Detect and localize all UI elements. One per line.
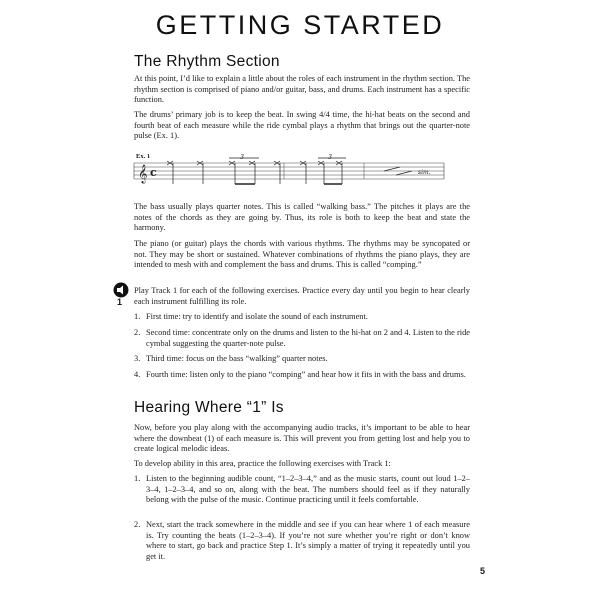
list-item: 3. Third time: focus on the bass “walking” quarter notes. <box>134 354 328 363</box>
triplet-mark-1: 3 <box>240 154 244 161</box>
simile-mark: sim. <box>418 169 431 176</box>
paragraph-bass: The bass usually plays quarter notes. This is called “walking bass.” The pitches it plays are the notes of the chords as they are going by. Thus, its role is both to keep the beat and state the harmony. <box>134 202 470 233</box>
list-item: 1. First time: try to identify and isolate the sound of each instrument. <box>134 312 368 321</box>
svg-text:𝄞: 𝄞 <box>138 164 148 183</box>
triplet-mark-2: 3 <box>328 154 332 161</box>
paragraph-intro: At this point, I’d like to explain a little about the roles of each instrument in the rhythm section. The rhythm section is comprised of piano and/or guitar, bass, and drums. Each instrument has a specific function. <box>134 74 470 105</box>
paragraph-piano: The piano (or guitar) plays the chords with various rhythms. The rhythms may be syncopated or not. They may be short or sustained. Whatever combinations of rhythms the piano plays, they are intended to mesh with and complement the bass and drums. This is called “comping.” <box>134 239 470 270</box>
list-item: 2. Next, start the track somewhere in the middle and see if you can hear where 1 of each measure is. Try counting the beats (1–2–3–4). If you’re not sure whether you’re right or don’t know where to start, go back and practice Step 1. It’s simply a matter of trying it repeatedly until you get it. <box>134 520 470 562</box>
list-item: 4. Fourth time: listen only to the piano “comping” and hear how it fits in with the bass and drums. <box>134 370 466 379</box>
page-number: 5 <box>480 566 486 576</box>
paragraph-develop-ability: To develop ability in this area, practice the following exercises with Track 1: <box>134 459 391 468</box>
svg-text:c: c <box>150 166 157 179</box>
section-title-hearing-where-1-is: Hearing Where “1” Is <box>134 399 284 416</box>
paragraph-downbeat: Now, before you play along with the accompanying audio tracks, it’s important to be able to hear where the downbeat (1) of each measure is. This will prevent you from getting lost and help you to create logical melodic ideas. <box>134 423 470 454</box>
list-item: 2. Second time: concentrate only on the drums and listen to the hi-hat on 2 and 4. Listen to the ride cymbal suggesting the quarter-note pulse. <box>134 328 470 348</box>
paragraph-drums: The drums’ primary job is to keep the beat. In swing 4/4 time, the hi-hat beats on the second and fourth beat of each measure while the ride cymbal plays a rhythm that brings out the quarter-note pulse (Ex. 1). <box>134 110 470 141</box>
section-title-rhythm-section: The Rhythm Section <box>134 53 280 70</box>
example-label: Ex. 1 <box>136 153 151 160</box>
chapter-title: GETTING STARTED <box>155 10 445 40</box>
track-number: 1 <box>117 297 123 307</box>
list-item: 1. Listen to the beginning audible count, “1–2–3–4,” and as the music starts, count out loud 1–2–3–4, 1–2–3–4, and so on, along with the beat. The numbers should feel as if they naturally belong with the pulse of the music. Continue practicing until it feels comfortable. <box>134 474 470 505</box>
audio-track-icon <box>113 282 129 298</box>
paragraph-play-track: Play Track 1 for each of the following exercises. Practice every day until you begin to hear clearly each instrument fulfilling its role. <box>134 286 470 306</box>
